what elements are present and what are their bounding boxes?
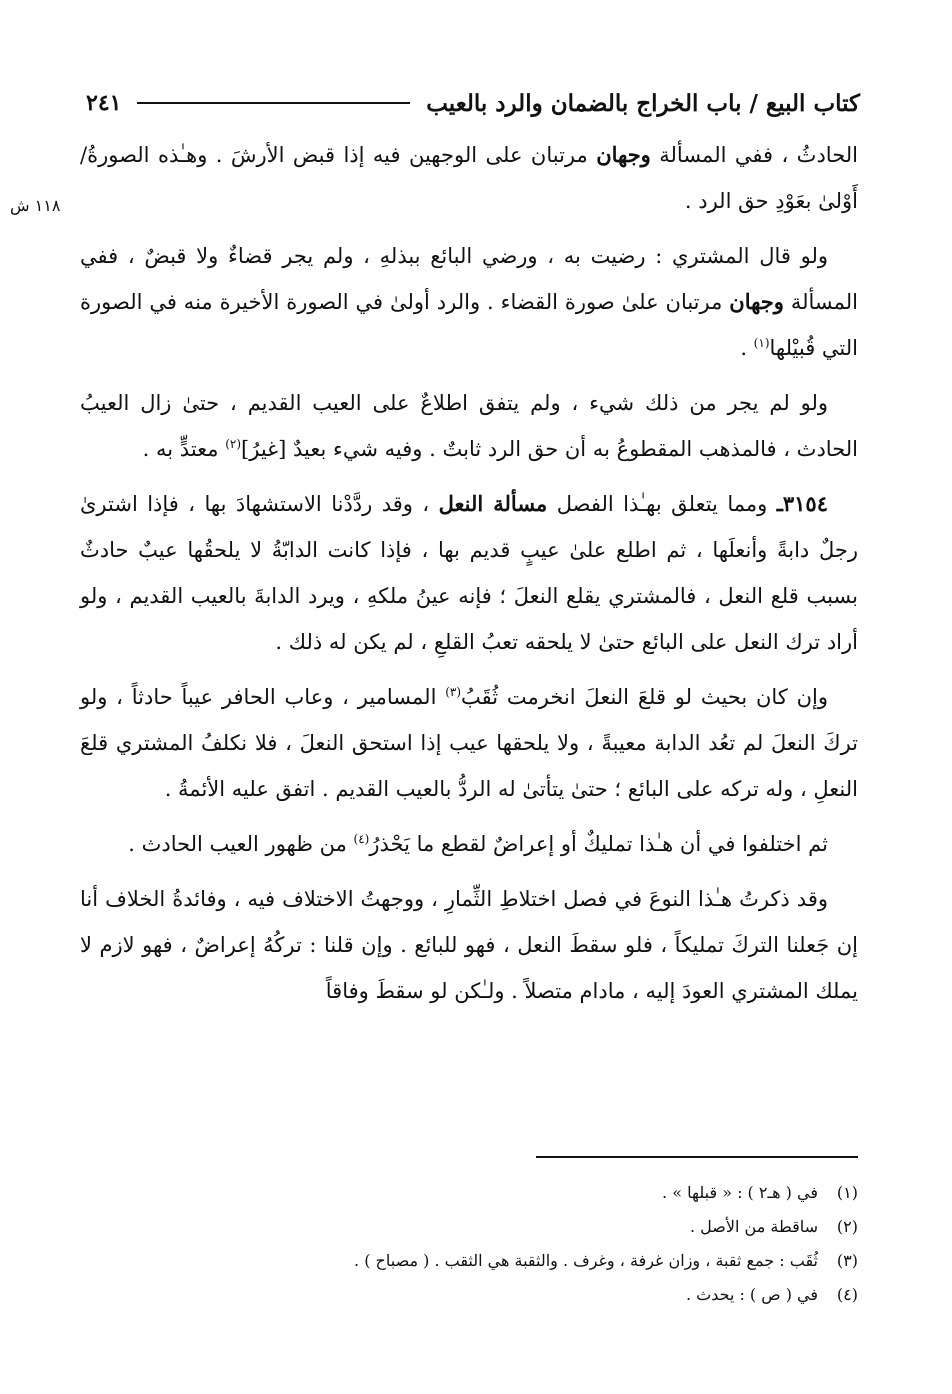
footnote-text: ثُقَب : جمع ثقبة ، وزان غرفة ، وغرف . والثقبة هي الثقب . ( مصباح ) . [354,1251,818,1270]
bold-term: مسألة النعل [438,491,548,516]
body-paragraph [80,876,858,1014]
footnote [120,1278,858,1312]
footnote-ref: (١) [753,336,770,350]
footnote-text: ساقطة من الأصل . [690,1217,818,1236]
text-run: ثم اختلفوا في أن هـٰذا تمليكٌ أو إعراضٌ لقطع ما يَحْذرُ [369,832,828,856]
footnotes [120,1176,858,1312]
header-rule [137,102,410,104]
footnote-number: (١) [836,1183,858,1202]
footnote [120,1176,858,1210]
footnote-number: (٣) [836,1251,858,1270]
text-run: الحادثُ ، ففي المسألة [650,143,858,167]
footnote-number: (٤) [836,1285,858,1304]
footnote-ref: (٣) [445,685,462,699]
footnote-ref: (٤) [353,832,370,846]
text-run: مرتبان علىٰ صورة القضاء . والرد أولىٰ في الصورة الأخيرة منه في الصورة التي قُبيْلها [80,290,858,360]
text-run: المسامير ، وعاب الحافر عيباً حادثاً ، ولو تركَ النعلَ لم تعُد الدابة معيبةً ، ولا يلحقها عيب إذا استحق النعلَ ، فلا نكلفُ المشتري قلعَ النعلِ ، وله تركه على البائع ؛ حتىٰ يتأتىٰ له الردُّ بالعيب القديم . اتفق عليه الأئمةُ . [80,685,858,801]
footnote [120,1210,858,1244]
body-paragraph [80,821,858,867]
footnote-text: في ( هـ٢ ) : « قبلها » . [662,1183,818,1202]
text-run: معتدٍّ به . [142,437,226,461]
body-text [80,132,858,1023]
footnote-text: في ( ص ) : يحدث . [685,1285,818,1304]
footnote-rule [536,1156,858,1158]
body-paragraph [80,380,858,472]
text-run: وإن كان بحيث لو قلعَ النعلَ انخرمت ثُقَبُ [461,685,828,709]
running-title: كتاب البيع / باب الخراج بالضمان والرد بالعيب [426,89,860,117]
text-run: ولو لم يجر من ذلك شيء ، ولم يتفق اطلاعٌ على العيب القديم ، حتىٰ زال العيبُ الحادث ، فالمذهب المقطوعُ به أن حق الرد ثابتٌ . وفيه شيء بعيدٌ [غيرُ] [80,391,858,461]
bold-term: ٣١٥٤ـ [776,491,828,516]
body-paragraph [80,132,858,224]
text-run: . [740,336,754,360]
bold-term: وجهان [729,289,784,314]
text-run: ، وقد ردَّدْنا الاستشهادَ بها ، فإذا اشترىٰ رجلٌ دابةً وأنعلَها ، ثم اطلع علىٰ عيبٍ قديم بها ، فإذا كانت الدابّةُ لا يلحقُها عيبٌ حادثٌ بسبب قلع النعل ، فالمشتري يقلع النعلَ ؛ فإنه عينُ ملكهِ ، ويرد الدابةَ بالعيب القديم ، ولو أراد ترك النعل على البائع حتىٰ لا يلحقه تعبُ القلعِ ، لم يكن له ذلك . [80,492,858,654]
body-paragraph [80,481,858,665]
text-run: ومما يتعلق بهـٰذا الفصل [547,492,777,516]
text-run: مرتبان على الوجهين فيه إذا قبض الأرشَ . وهـٰذه الصورةُ/ أَوْلىٰ بعَوْدِ حق الرد . [80,143,858,213]
text-run: ولو قال المشتري : رضيت به ، ورضي البائع ببذلهِ ، ولم يجر قضاءٌ ولا قبضٌ ، ففي المسألة [80,244,859,314]
footnote [120,1244,858,1278]
footnote-ref: (٢) [225,437,242,451]
margin-note: ١١٨ ش [10,196,61,215]
text-run: وقد ذكرتُ هـٰذا النوعَ في فصل اختلاطِ الثِّمارِ ، ووجهتُ الاختلاف فيه ، وفائدةُ الخلاف أنا إن جَعلنا التركَ تمليكاً ، فلو سقطَ النعل ، فهو للبائع . وإن قلنا : تركُهُ إعراضٌ ، فهو لازم لا يملك المشتري العودَ إليه ، مادام متصلاً . ولـٰكن لو سقطَ وفاقاً [80,887,858,1003]
page-number: ٢٤١ [86,90,122,116]
body-paragraph [80,233,858,371]
bold-term: وجهان [596,142,651,167]
text-run: من ظهور العيب الحادث . [128,832,354,856]
footnote-number: (٢) [836,1217,858,1236]
body-paragraph [80,674,858,812]
page-header [86,82,860,124]
